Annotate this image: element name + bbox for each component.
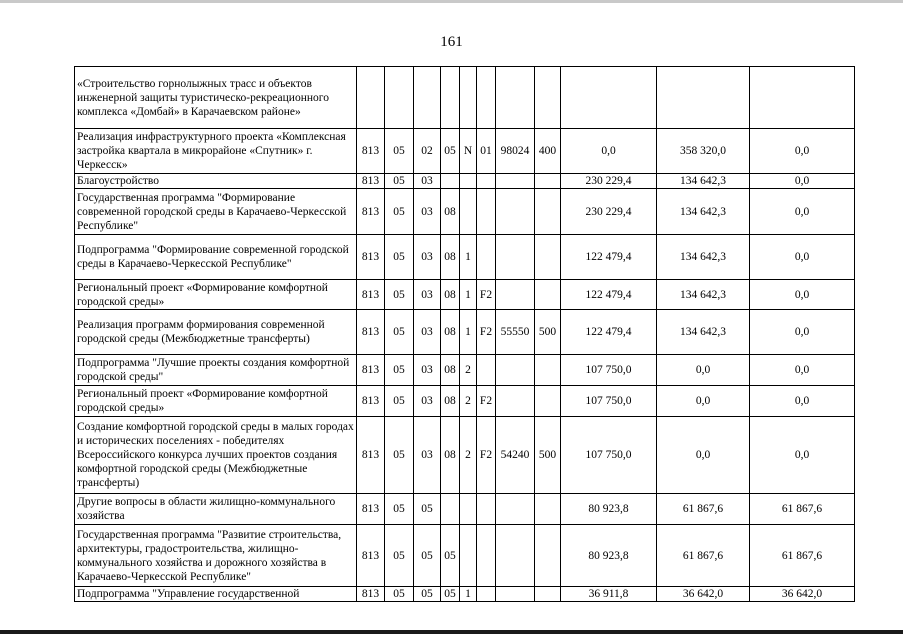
row-name: Региональный проект «Формирование комфортной городской среды» <box>75 280 357 310</box>
budget-table <box>74 66 855 602</box>
cell-amount-year-1: 36 911,8 <box>561 587 657 602</box>
row-name: Подпрограмма "Лучшие проекты создания комфортной городской среды" <box>75 355 357 386</box>
row-name: Создание комфортной городской среды в малых городах и исторических поселениях - победителях Всероссийского конкурса лучших проектов создания комфортной городской среды (Межбюджетные трансферты) <box>75 417 357 494</box>
cell-program <box>441 174 460 189</box>
cell-amount-year-2: 358 320,0 <box>657 129 750 174</box>
table-row <box>75 129 855 174</box>
cell-amount-year-1: 122 479,4 <box>561 310 657 355</box>
cell-amount-year-3: 0,0 <box>750 280 855 310</box>
cell-amount-year-1: 230 229,4 <box>561 189 657 235</box>
cell-subprogram <box>460 525 477 587</box>
cell-project <box>477 494 496 525</box>
cell-project: F2 <box>477 386 496 417</box>
cell-expense-type <box>535 587 561 602</box>
cell-amount-year-3: 0,0 <box>750 189 855 235</box>
cell-amount-year-1: 122 479,4 <box>561 235 657 280</box>
cell-amount-year-2: 134 642,3 <box>657 189 750 235</box>
cell-subsection: 03 <box>414 310 441 355</box>
row-name: «Строительство горнолыжных трасс и объектов инженерной защиты туристическо-рекреационного комплекса «Домбай» в Карачаевском районе» <box>75 67 357 129</box>
cell-program: 08 <box>441 280 460 310</box>
cell-ministry-code: 813 <box>357 280 385 310</box>
table-row <box>75 67 855 129</box>
cell-project: 01 <box>477 129 496 174</box>
cell-subsection: 03 <box>414 417 441 494</box>
cell-direction <box>496 67 535 129</box>
cell-expense-type <box>535 525 561 587</box>
page-number: 161 <box>440 34 463 50</box>
table-row <box>75 355 855 386</box>
cell-program <box>441 494 460 525</box>
cell-expense-type <box>535 355 561 386</box>
cell-section: 05 <box>385 189 414 235</box>
cell-subprogram: 1 <box>460 280 477 310</box>
cell-section <box>385 67 414 129</box>
cell-project <box>477 355 496 386</box>
cell-ministry-code: 813 <box>357 355 385 386</box>
cell-subsection: 03 <box>414 235 441 280</box>
cell-program: 08 <box>441 310 460 355</box>
cell-subprogram: N <box>460 129 477 174</box>
cell-amount-year-2: 0,0 <box>657 355 750 386</box>
cell-amount-year-3 <box>750 67 855 129</box>
cell-subprogram: 2 <box>460 417 477 494</box>
top-edge-rule <box>0 0 903 3</box>
cell-amount-year-1: 107 750,0 <box>561 355 657 386</box>
cell-subsection: 03 <box>414 174 441 189</box>
cell-direction: 54240 <box>496 417 535 494</box>
cell-project <box>477 174 496 189</box>
cell-amount-year-3: 0,0 <box>750 417 855 494</box>
cell-expense-type <box>535 67 561 129</box>
cell-direction: 98024 <box>496 129 535 174</box>
cell-amount-year-2: 134 642,3 <box>657 235 750 280</box>
cell-section: 05 <box>385 235 414 280</box>
cell-subsection: 05 <box>414 587 441 602</box>
cell-amount-year-1: 0,0 <box>561 129 657 174</box>
cell-project <box>477 67 496 129</box>
cell-subsection <box>414 67 441 129</box>
row-name: Подпрограмма "Управление государственной <box>75 587 357 602</box>
cell-section: 05 <box>385 587 414 602</box>
cell-amount-year-2: 0,0 <box>657 386 750 417</box>
cell-program: 05 <box>441 587 460 602</box>
row-name: Региональный проект «Формирование комфортной городской среды» <box>75 386 357 417</box>
cell-amount-year-1: 80 923,8 <box>561 525 657 587</box>
table-row <box>75 235 855 280</box>
cell-amount-year-3: 36 642,0 <box>750 587 855 602</box>
cell-subsection: 03 <box>414 386 441 417</box>
cell-section: 05 <box>385 525 414 587</box>
cell-amount-year-3: 61 867,6 <box>750 525 855 587</box>
cell-expense-type: 400 <box>535 129 561 174</box>
table-row <box>75 417 855 494</box>
cell-amount-year-3: 0,0 <box>750 310 855 355</box>
cell-section: 05 <box>385 417 414 494</box>
cell-direction <box>496 189 535 235</box>
cell-project <box>477 587 496 602</box>
cell-project <box>477 235 496 280</box>
cell-amount-year-3: 0,0 <box>750 174 855 189</box>
cell-expense-type <box>535 174 561 189</box>
cell-subsection: 03 <box>414 355 441 386</box>
cell-subprogram: 1 <box>460 310 477 355</box>
table-row <box>75 189 855 235</box>
cell-ministry-code: 813 <box>357 174 385 189</box>
cell-program: 05 <box>441 525 460 587</box>
cell-amount-year-2: 61 867,6 <box>657 494 750 525</box>
cell-section: 05 <box>385 494 414 525</box>
cell-project <box>477 189 496 235</box>
table-row <box>75 386 855 417</box>
cell-project: F2 <box>477 310 496 355</box>
table-row <box>75 587 855 602</box>
cell-section: 05 <box>385 355 414 386</box>
cell-direction <box>496 386 535 417</box>
cell-section: 05 <box>385 386 414 417</box>
cell-subsection: 03 <box>414 189 441 235</box>
cell-amount-year-2 <box>657 67 750 129</box>
cell-project <box>477 525 496 587</box>
cell-program: 05 <box>441 129 460 174</box>
cell-expense-type <box>535 235 561 280</box>
cell-subprogram: 2 <box>460 386 477 417</box>
cell-subprogram <box>460 174 477 189</box>
cell-section: 05 <box>385 129 414 174</box>
cell-expense-type <box>535 494 561 525</box>
cell-amount-year-3: 0,0 <box>750 129 855 174</box>
cell-ministry-code: 813 <box>357 129 385 174</box>
cell-amount-year-2: 61 867,6 <box>657 525 750 587</box>
cell-section: 05 <box>385 174 414 189</box>
cell-direction: 55550 <box>496 310 535 355</box>
row-name: Другие вопросы в области жилищно-коммунального хозяйства <box>75 494 357 525</box>
bottom-edge-rule <box>0 630 903 634</box>
cell-amount-year-2: 134 642,3 <box>657 310 750 355</box>
cell-subprogram: 1 <box>460 235 477 280</box>
cell-ministry-code: 813 <box>357 386 385 417</box>
cell-ministry-code <box>357 67 385 129</box>
cell-direction <box>496 494 535 525</box>
cell-subsection: 05 <box>414 494 441 525</box>
table-row <box>75 494 855 525</box>
cell-ministry-code: 813 <box>357 525 385 587</box>
cell-expense-type: 500 <box>535 417 561 494</box>
cell-ministry-code: 813 <box>357 310 385 355</box>
table-row <box>75 174 855 189</box>
cell-subprogram <box>460 494 477 525</box>
row-name: Благоустройство <box>75 174 357 189</box>
cell-project: F2 <box>477 280 496 310</box>
cell-program <box>441 67 460 129</box>
row-name: Подпрограмма "Формирование современной городской среды в Карачаево-Черкесской Республике" <box>75 235 357 280</box>
cell-amount-year-1: 107 750,0 <box>561 386 657 417</box>
cell-subprogram: 1 <box>460 587 477 602</box>
cell-subsection: 05 <box>414 525 441 587</box>
cell-program: 08 <box>441 189 460 235</box>
cell-ministry-code: 813 <box>357 417 385 494</box>
cell-program: 08 <box>441 355 460 386</box>
cell-amount-year-1: 230 229,4 <box>561 174 657 189</box>
cell-amount-year-3: 0,0 <box>750 386 855 417</box>
budget-table-body <box>75 67 855 602</box>
cell-subsection: 02 <box>414 129 441 174</box>
cell-amount-year-3: 0,0 <box>750 235 855 280</box>
cell-program: 08 <box>441 235 460 280</box>
cell-ministry-code: 813 <box>357 189 385 235</box>
cell-amount-year-2: 134 642,3 <box>657 280 750 310</box>
cell-direction <box>496 587 535 602</box>
cell-amount-year-1: 122 479,4 <box>561 280 657 310</box>
cell-ministry-code: 813 <box>357 587 385 602</box>
cell-subprogram <box>460 189 477 235</box>
cell-section: 05 <box>385 310 414 355</box>
cell-ministry-code: 813 <box>357 235 385 280</box>
table-row <box>75 310 855 355</box>
row-name: Государственная программа "Формирование современной городской среды в Карачаево-Черкесской Республике" <box>75 189 357 235</box>
cell-expense-type <box>535 189 561 235</box>
cell-section: 05 <box>385 280 414 310</box>
cell-direction <box>496 174 535 189</box>
cell-amount-year-1 <box>561 67 657 129</box>
cell-direction <box>496 280 535 310</box>
cell-subprogram <box>460 67 477 129</box>
cell-project: F2 <box>477 417 496 494</box>
row-name: Реализация инфраструктурного проекта «Комплексная застройка квартала в микрорайоне «Спутник» г. Черкесск» <box>75 129 357 174</box>
row-name: Государственная программа "Развитие строительства, архитектуры, градостроительства, жилищно-коммунального хозяйства и дорожного хозяйства в Карачаево-Черкесской Республике" <box>75 525 357 587</box>
row-name: Реализация программ формирования современной городской среды (Межбюджетные трансферты) <box>75 310 357 355</box>
cell-expense-type <box>535 386 561 417</box>
cell-expense-type: 500 <box>535 310 561 355</box>
cell-amount-year-3: 0,0 <box>750 355 855 386</box>
cell-amount-year-2: 36 642,0 <box>657 587 750 602</box>
cell-direction <box>496 235 535 280</box>
cell-subprogram: 2 <box>460 355 477 386</box>
cell-amount-year-3: 61 867,6 <box>750 494 855 525</box>
cell-program: 08 <box>441 386 460 417</box>
cell-direction <box>496 355 535 386</box>
cell-amount-year-2: 0,0 <box>657 417 750 494</box>
cell-amount-year-1: 107 750,0 <box>561 417 657 494</box>
cell-direction <box>496 525 535 587</box>
cell-subsection: 03 <box>414 280 441 310</box>
cell-expense-type <box>535 280 561 310</box>
table-row <box>75 280 855 310</box>
cell-amount-year-2: 134 642,3 <box>657 174 750 189</box>
table-row <box>75 525 855 587</box>
cell-program: 08 <box>441 417 460 494</box>
cell-ministry-code: 813 <box>357 494 385 525</box>
cell-amount-year-1: 80 923,8 <box>561 494 657 525</box>
